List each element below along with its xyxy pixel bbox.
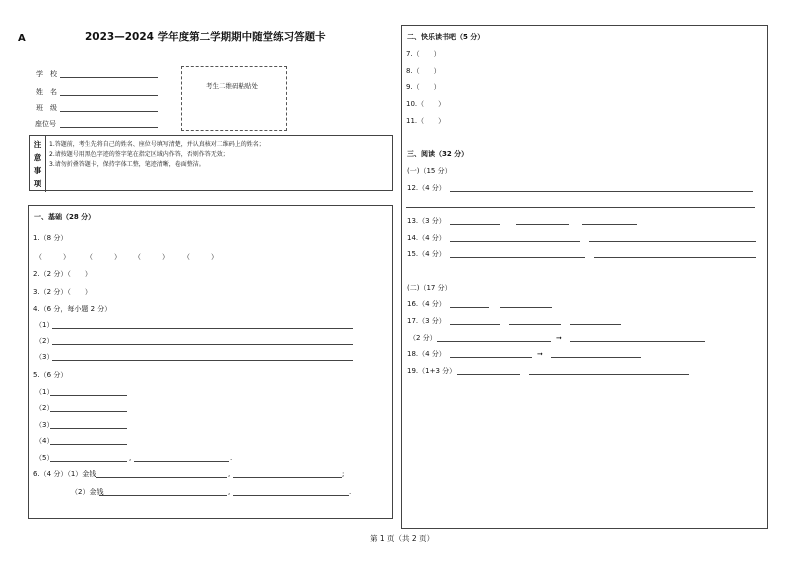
- q1-answer-paren[interactable]: （ ）: [86, 253, 121, 261]
- name-label: 姓 名: [36, 88, 57, 96]
- q5-item-label: （5）: [35, 454, 54, 462]
- q5-answer-line[interactable]: [50, 428, 127, 429]
- arrow-icon: ➞: [556, 334, 562, 342]
- q17-answer-line[interactable]: [450, 324, 500, 325]
- notice-label-char: 项: [33, 179, 42, 188]
- notice-label-char: 注: [33, 140, 42, 149]
- notice-box: [29, 135, 393, 191]
- q17-answer-line[interactable]: [509, 324, 561, 325]
- choice-answer[interactable]: 7.（ ）: [406, 50, 441, 58]
- q17-answer-line[interactable]: [570, 324, 621, 325]
- q17b-label: （2 分）: [409, 334, 437, 342]
- q5-answer-line[interactable]: [50, 411, 127, 412]
- barcode-label: 考生二维码粘贴处: [206, 82, 258, 90]
- q4-label: 4.（6 分，每小题 2 分）: [33, 305, 112, 313]
- barcode-area: [181, 66, 287, 131]
- q6-sub2-label: （2）金钱: [71, 488, 104, 496]
- q14-label: 14.（4 分）: [407, 234, 446, 242]
- q5-answer-line[interactable]: [50, 461, 127, 462]
- q19-label: 19.（1+3 分）: [407, 367, 457, 375]
- part2-title: 二、快乐读书吧（5 分）: [407, 33, 485, 41]
- notice-label-char: 事: [33, 166, 42, 175]
- q6-semicolon: ;: [342, 470, 345, 478]
- school-field[interactable]: [60, 77, 158, 78]
- q16-answer-line[interactable]: [500, 307, 552, 308]
- seat-label: 座位号: [35, 120, 56, 128]
- class-field[interactable]: [60, 111, 158, 112]
- q1-answer-paren[interactable]: （ ）: [183, 253, 218, 261]
- part3-title: 三、阅读（32 分）: [407, 150, 469, 158]
- version-label: A: [18, 33, 26, 44]
- q19-answer-line[interactable]: [529, 374, 689, 375]
- q5-label: 5.（6 分）: [33, 371, 68, 379]
- notice-item: 2.请按题号用黑色字迹的签字笔在指定区域内作答，否则作答无效；: [49, 151, 229, 158]
- q18-label: 18.（4 分）: [407, 350, 446, 358]
- q4-item-label: （1）: [35, 321, 54, 329]
- right-column-box: [401, 25, 768, 529]
- q5-item-label: （4）: [35, 437, 54, 445]
- q13-answer-line[interactable]: [450, 224, 500, 225]
- q2-label[interactable]: 2.（2 分）（ ）: [33, 270, 92, 278]
- q6-separator: ,: [228, 488, 231, 496]
- q5-answer-line[interactable]: [50, 444, 127, 445]
- q15-answer-line[interactable]: [450, 257, 585, 258]
- q6-answer-line[interactable]: [96, 477, 227, 478]
- choice-answer[interactable]: 10.（ ）: [406, 100, 446, 108]
- q4-item-label: （3）: [35, 353, 54, 361]
- part3-sub2-title: (二)（17 分）: [407, 284, 452, 292]
- part1-title: 一、基础（28 分）: [34, 213, 96, 221]
- q13-answer-line[interactable]: [582, 224, 637, 225]
- q5-item-label: （1）: [35, 388, 54, 396]
- q6-answer-line[interactable]: [233, 495, 349, 496]
- choice-answer[interactable]: 8.（ ）: [406, 67, 441, 75]
- q4-answer-line[interactable]: [52, 360, 353, 361]
- q14-answer-line[interactable]: [589, 241, 756, 242]
- q18-answer-line[interactable]: [551, 357, 641, 358]
- page-title: 2023—2024 学年度第二学期期中随堂练习答题卡: [85, 31, 326, 43]
- q16-label: 16.（4 分）: [407, 300, 446, 308]
- q17-label: 17.（3 分）: [407, 317, 446, 325]
- q15-answer-line[interactable]: [594, 257, 756, 258]
- q17b-answer-line[interactable]: [570, 341, 705, 342]
- q4-answer-line[interactable]: [52, 344, 353, 345]
- choice-answer[interactable]: 11.（ ）: [406, 117, 446, 125]
- notice-label-column: [30, 136, 46, 192]
- q5-separator: ,: [129, 454, 132, 462]
- q18-answer-line[interactable]: [450, 357, 532, 358]
- q12-answer-line[interactable]: [450, 191, 753, 192]
- q17b-answer-line[interactable]: [437, 341, 551, 342]
- q6-label: 6.（4 分）（1）金钱: [33, 470, 97, 478]
- q12-label: 12.（4 分）: [407, 184, 446, 192]
- page-number: 第 1 页（共 2 页）: [370, 534, 435, 543]
- q1-label: 1.（8 分）: [33, 234, 68, 242]
- seat-field[interactable]: [60, 127, 158, 128]
- q1-answer-paren[interactable]: （ ）: [134, 253, 169, 261]
- notice-item: 3.请勿折叠答题卡，保持字体工整，笔迹清晰，卷面整洁。: [49, 161, 205, 168]
- name-field[interactable]: [60, 95, 158, 96]
- q6-separator: ,: [228, 470, 231, 478]
- class-label: 班 级: [36, 104, 57, 112]
- q3-label[interactable]: 3.（2 分）（ ）: [33, 288, 92, 296]
- q5-item-label: （2）: [35, 404, 54, 412]
- q6-answer-line[interactable]: [99, 495, 227, 496]
- q4-item-label: （2）: [35, 337, 54, 345]
- q6-answer-line[interactable]: [233, 477, 342, 478]
- q5-end-mark: .: [230, 454, 233, 462]
- q13-answer-line[interactable]: [516, 224, 569, 225]
- q16-answer-line[interactable]: [450, 307, 489, 308]
- school-label: 学 校: [36, 70, 57, 78]
- choice-answer[interactable]: 9.（ ）: [406, 83, 441, 91]
- notice-item: 1.答题前，考生先将自己的姓名、座位号填写清楚，并认真核对二维码上的姓名；: [49, 141, 265, 148]
- q6-end-mark: .: [349, 488, 352, 496]
- q12-answer-line[interactable]: [406, 207, 755, 208]
- q14-answer-line[interactable]: [450, 241, 580, 242]
- part3-sub1-title: (一)（15 分）: [407, 167, 452, 175]
- q13-label: 13.（3 分）: [407, 217, 446, 225]
- q19-answer-line[interactable]: [457, 374, 520, 375]
- arrow-icon: ➞: [537, 350, 543, 358]
- q5-item-label: （3）: [35, 421, 54, 429]
- q1-answer-paren[interactable]: （ ）: [35, 253, 70, 261]
- q5-answer-line[interactable]: [50, 395, 127, 396]
- q5-answer-line[interactable]: [134, 461, 229, 462]
- q4-answer-line[interactable]: [52, 328, 353, 329]
- q15-label: 15.（4 分）: [407, 250, 446, 258]
- notice-label-char: 意: [33, 153, 42, 162]
